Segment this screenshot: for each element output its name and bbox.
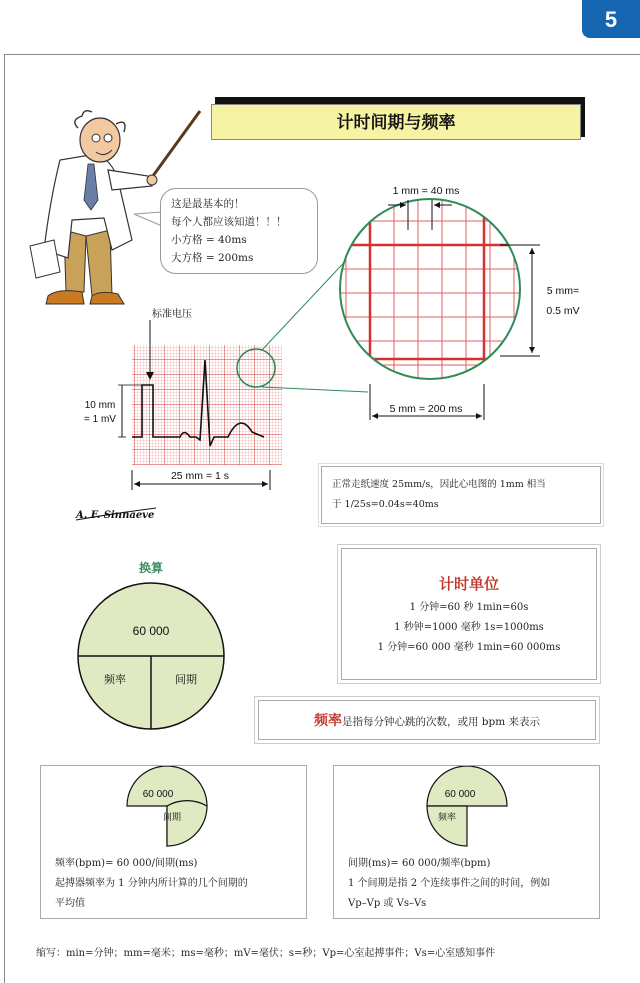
mv-label-2: = 1 mV: [84, 414, 116, 425]
time-units-line: 1 分钟=60 秒 1min=60s: [409, 602, 529, 613]
paper-speed-note: [321, 466, 601, 524]
height-label-1: 5 mm=: [546, 285, 580, 297]
mv-label-1: 10 mm: [84, 400, 116, 411]
panel-line: 频率(bpm)= 60 000/间期(ms): [55, 858, 198, 869]
note-line-1: 正常走纸速度 25mm/s，因此心电图的 1mm 相当: [332, 479, 546, 490]
conversion-right: 间期: [175, 673, 197, 686]
right-pie-top: 60 000: [444, 789, 476, 800]
small-square-label: 1 mm = 40 ms: [392, 185, 460, 197]
conversion-pie: [78, 583, 224, 729]
left-pie-top: 60 000: [142, 789, 174, 800]
conversion-top: 60 000: [132, 624, 170, 638]
time-units-line: 1 秒钟=1000 毫秒 1s=1000ms: [394, 622, 544, 633]
signature: A. F. Sinnaeve: [76, 510, 155, 521]
frequency-formula-panel: [40, 765, 307, 919]
time-units-line: 1 分钟=60 000 毫秒 1min=60 000ms: [377, 642, 561, 653]
width-label: 5 mm = 200 ms: [389, 403, 463, 415]
panel-line: 起搏器频率为 1 分钟内所计算的几个间期的: [55, 878, 248, 889]
zoom-circle: [322, 197, 538, 380]
speech-bubble: [160, 188, 318, 274]
interval-formula-text: [348, 854, 550, 914]
bubble-line: 每个人都应该知道！！！: [171, 216, 287, 228]
bubble-line: 这是最基本的！: [171, 198, 245, 210]
conversion-left: 频率: [104, 673, 126, 686]
bubble-line: 大方格 = 200ms: [171, 252, 254, 264]
panel-line: 间期(ms)= 60 000/频率(bpm): [348, 858, 491, 869]
frequency-text: 是指每分钟心跳的次数，或用 bpm 来表示: [341, 716, 541, 728]
page-title: 计时间期与频率: [211, 104, 581, 140]
panel-line: 平均值: [55, 898, 85, 909]
time-units-box: [341, 548, 597, 680]
std-voltage-label: 标准电压: [152, 309, 192, 320]
left-pie-bottom: 间期: [162, 813, 182, 823]
frequency-term: 频率: [313, 713, 342, 729]
right-pie-bottom: 频率: [437, 813, 457, 823]
abbreviations-footer: 缩写：min=分钟；mm=毫米；ms=毫秒；mV=毫伏；s=秒；Vp=心室起搏事件；Vs=心室感知事件: [36, 948, 496, 959]
ecg-strip: [118, 320, 282, 490]
page-number-badge: 5: [582, 0, 640, 38]
conversion-title: 换算: [138, 561, 164, 575]
panel-line: Vp–Vp 或 Vs–Vs: [348, 898, 427, 909]
frequency-formula-text: [55, 854, 248, 914]
height-label-2: 0.5 mV: [546, 305, 580, 317]
note-line-2: 于 1/25s=0.04s=40ms: [332, 499, 439, 510]
frequency-definition: [258, 700, 596, 740]
time-units-title: 计时单位: [438, 575, 499, 593]
interval-formula-panel: [333, 765, 600, 919]
bubble-tail: [134, 212, 162, 226]
bubble-line: 小方格 = 40ms: [171, 234, 247, 246]
pointer-stick: [150, 111, 200, 180]
time-label: 25 mm = 1 s: [170, 470, 230, 482]
panel-line: 1 个间期是指 2 个连续事件之间的时间，例如: [348, 878, 551, 889]
